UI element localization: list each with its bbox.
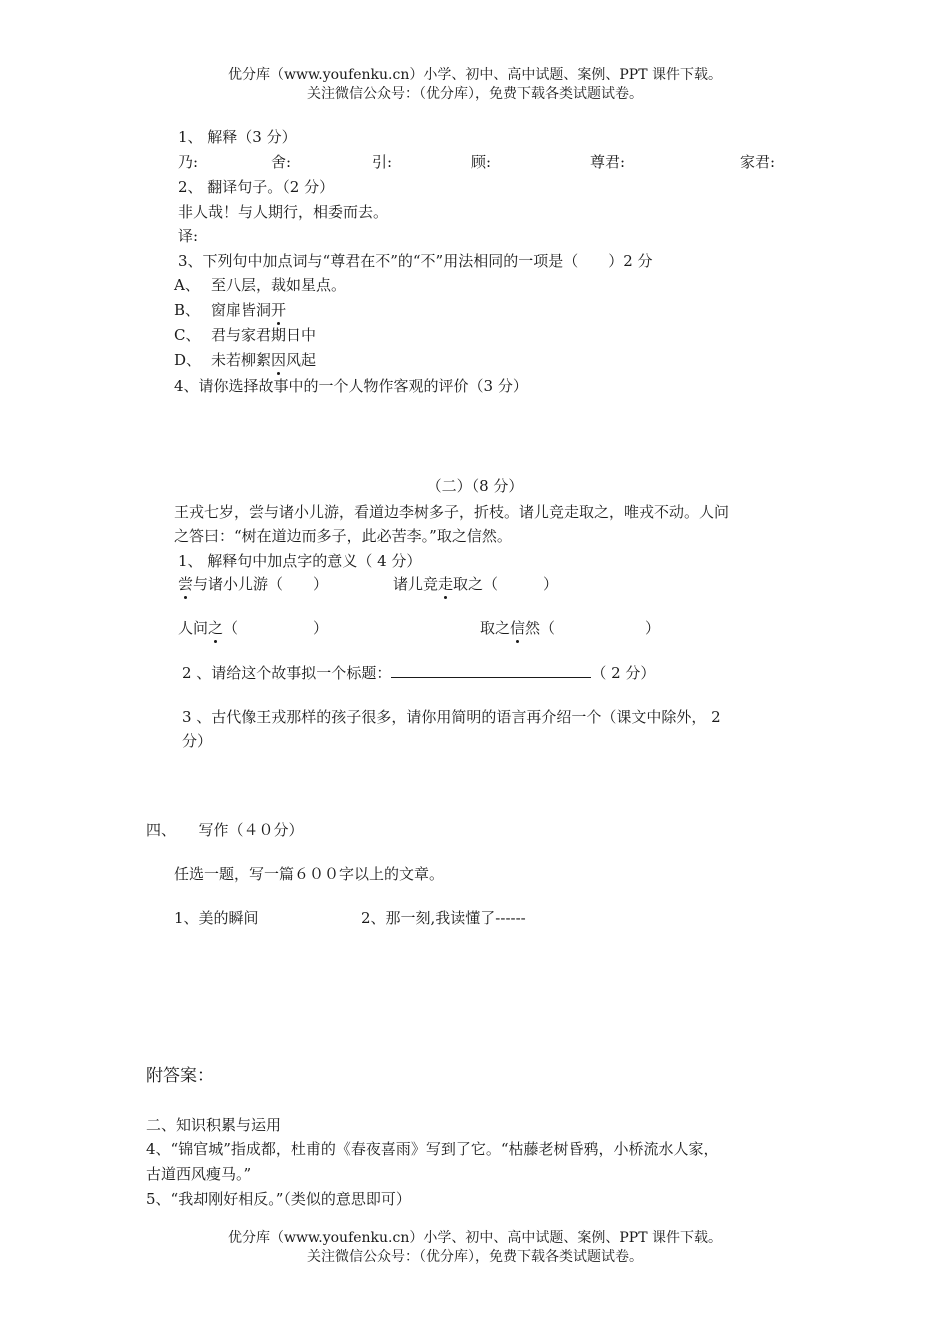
writing-title: 四、 写作（４０分）: [146, 821, 304, 839]
answer-4-line-1: 4、“锦官城”指成都，杜甫的《春夜喜雨》写到了它。“枯藤老树昏鸦，小桥流水人家，: [146, 1140, 719, 1158]
option-b-text: 窗扉皆洞开: [211, 301, 287, 319]
answer-5: 5、“我却刚好相反。”（类似的意思即可）: [146, 1190, 411, 1208]
s2-item-1: 尝与诸小儿游（ ）: [178, 575, 329, 593]
footer-line-2: 关注微信公众号：（优分库），免费下载各类试题试卷。: [307, 1249, 643, 1265]
q3-title: 3、下列句中加点词与“尊君在不”的“不”用法相同的一项是（ ）2 分: [178, 252, 653, 270]
answers-title: 附答案：: [146, 1066, 214, 1086]
passage-line-1: 王戎七岁，尝与诸小儿游，看道边李树多子，折枝。诸儿竞走取之，唯戎不动。人问: [174, 503, 730, 521]
term-jiajun: 家君:: [740, 153, 776, 171]
option-b-label: B、: [174, 301, 201, 319]
answers-subtitle: 二、知识积累与运用: [146, 1116, 282, 1134]
s2-q3-line-2: 分）: [182, 732, 213, 750]
s2-item-2: 诸儿竞走取之（ ）: [393, 575, 559, 593]
dotted-char: 信: [510, 619, 526, 637]
header-line-1: 优分库（www.youfenku.cn）小学、初中、高中试题、案例、PPT 课件下载。: [227, 67, 722, 83]
dotted-char: 开: [271, 301, 287, 319]
writing-topic-2: 2、那一刻,我读懂了------: [361, 909, 526, 927]
writing-instruction: 任选一题，写一篇６００字以上的文章。: [174, 865, 445, 883]
option-c-text: 君与家君期日中: [211, 326, 317, 344]
term-zunjun: 尊君:: [590, 153, 626, 171]
answer-4-line-2: 古道西风瘦马。”: [146, 1165, 252, 1183]
option-a-label: A、: [174, 276, 200, 294]
writing-topic-1: 1、美的瞬间: [174, 909, 259, 927]
passage-line-2: 之答曰：“树在道边而多子，此必苦李。”取之信然。: [174, 527, 512, 545]
s2-q2: 2 、请给这个故事拟一个标题： （ 2 分）: [182, 664, 656, 682]
term-gu: 顾:: [471, 153, 492, 171]
s2-item-4: 取之信然（ ）: [480, 619, 661, 637]
q2-translate-label: 译:: [178, 227, 199, 245]
header-line-2: 关注微信公众号：（优分库），免费下载各类试题试卷。: [307, 86, 643, 102]
option-d-label: D、: [174, 351, 202, 369]
q1-title: 1、 解释（3 分）: [178, 128, 297, 146]
q2-sentence: 非人哉！与人期行，相委而去。: [178, 203, 389, 221]
footer-line-1: 优分库（www.youfenku.cn）小学、初中、高中试题、案例、PPT 课件下载。: [227, 1230, 722, 1246]
q2-title: 2、 翻译句子。（2 分）: [178, 178, 335, 196]
term-she: 舍:: [271, 153, 292, 171]
title-blank-line: [391, 663, 591, 678]
option-c-label: C、: [174, 326, 201, 344]
s2-item-3: 人问之（ ）: [178, 619, 329, 637]
term-yin: 引:: [372, 153, 393, 171]
dotted-char: 因: [271, 351, 287, 369]
s2-q3-line-1: 3 、古代像王戎那样的孩子很多，请你用简明的语言再介绍一个（课文中除外， 2: [182, 708, 721, 726]
section-2-title: （二）（8 分）: [426, 477, 524, 495]
option-a-text: 至八层，裁如星点。: [211, 276, 347, 294]
dotted-char: 尝: [178, 575, 194, 593]
dotted-char: 之: [208, 619, 224, 637]
option-d-text: 未若柳絮因风起: [211, 351, 317, 369]
dotted-char: 走: [438, 575, 454, 593]
q4-title: 4、请你选择故事中的一个人物作客观的评价（3 分）: [174, 377, 528, 395]
s2-q1-title: 1、 解释句中加点字的意义（ 4 分）: [178, 552, 422, 570]
term-nai: 乃:: [178, 153, 199, 171]
